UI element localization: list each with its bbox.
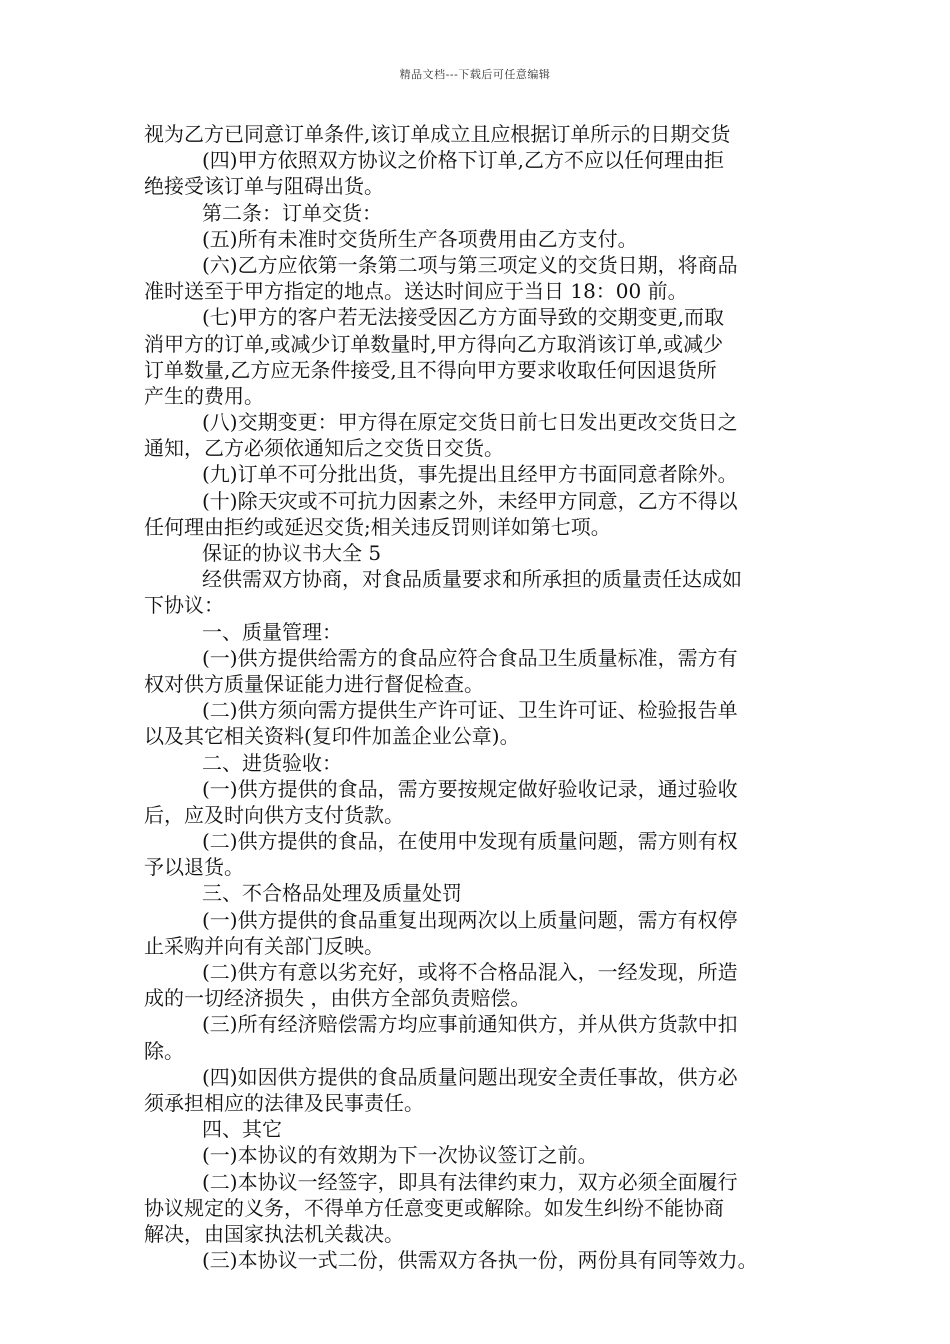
text-line: (一)供方提供的食品重复出现两次以上质量问题，需方有权停 xyxy=(202,907,738,932)
text-line: 下协议： xyxy=(144,593,224,618)
text-line: 以及其它相关资料(复印件加盖企业公章)。 xyxy=(144,724,520,749)
section-heading: 四、其它 xyxy=(202,1117,282,1142)
text-line: (二)供方有意以劣充好，或将不合格品混入，一经发现，所造 xyxy=(202,960,738,984)
text-line: 协议规定的义务，不得单方任意变更或解除。如发生纠纷不能协商 xyxy=(144,1195,724,1220)
text-line: 须承担相应的法律及民事责任。 xyxy=(144,1090,424,1115)
section-heading: 第二条：订单交货： xyxy=(202,200,382,225)
text-line: 绝接受该订单与阻碍出货。 xyxy=(144,174,384,199)
text-line: (十)除天灾或不可抗力因素之外，未经甲方同意，乙方不得以 xyxy=(202,488,738,513)
text-line: 予以退货。 xyxy=(144,855,244,880)
text-line: 后，应及时向供方支付货款。 xyxy=(144,802,404,827)
text-line: 解决，由国家执法机关裁决。 xyxy=(144,1221,404,1246)
text-line: 通知，乙方必须依通知后之交货日交货。 xyxy=(144,436,504,461)
text-line: 准时送至于甲方指定的地点。送达时间应于当日 18：00 前。 xyxy=(144,279,688,304)
text-line: 订单数量,乙方应无条件接受,且不得向甲方要求收取任何因退货所 xyxy=(144,357,717,382)
text-line: 任何理由拒约或延迟交货;相关违反罚则详如第七项。 xyxy=(144,514,611,539)
text-line: 权对供方质量保证能力进行督促检查。 xyxy=(144,671,484,696)
text-line: (九)订单不可分批出货，事先提出且经甲方书面同意者除外。 xyxy=(202,462,738,487)
section-heading: 一、质量管理： xyxy=(202,619,342,644)
document-body xyxy=(144,121,820,1273)
text-line: 消甲方的订单,或减少订单数量时,甲方得向乙方取消该订单,或减少 xyxy=(144,331,724,356)
text-line: (二)本协议一经签字，即具有法律约束力，双方必须全面履行 xyxy=(202,1169,738,1194)
text-line: (四)甲方依照双方协议之价格下订单,乙方不应以任何理由拒 xyxy=(202,148,724,173)
section-heading: 二、进货验收： xyxy=(202,750,342,775)
text-line: (三)所有经济赔偿需方均应事前通知供方，并从供方货款中扣 xyxy=(202,1012,738,1037)
text-line: 成的一切经济损失 ，由供方全部负责赔偿。 xyxy=(144,986,531,1011)
text-line: (七)甲方的客户若无法接受因乙方方面导致的交期变更,而取 xyxy=(202,305,724,330)
text-line: (二)供方提供的食品，在使用中发现有质量问题，需方则有权 xyxy=(202,829,738,854)
text-line: (三)本协议一式二份，供需双方各执一份，两份具有同等效力。 xyxy=(202,1248,758,1273)
text-line: (六)乙方应依第一条第二项与第三项定义的交货日期，将商品 xyxy=(202,252,738,277)
text-line: (五)所有未准时交货所生产各项费用由乙方支付。 xyxy=(202,226,638,251)
text-line: 视为乙方已同意订单条件,该订单成立且应根据订单所示的日期交货 xyxy=(144,122,731,146)
text-line: (八)交期变更：甲方得在原定交货日前七日发出更改交货日之 xyxy=(202,410,738,435)
text-line: (四)如因供方提供的食品质量问题出现安全责任事故，供方必 xyxy=(202,1064,738,1089)
text-line: 除。 xyxy=(144,1038,184,1063)
text-line: (二)供方须向需方提供生产许可证、卫生许可证、检验报告单 xyxy=(202,698,738,723)
text-line: 产生的费用。 xyxy=(144,383,264,408)
section-heading: 三、不合格品处理及质量处罚 xyxy=(202,881,462,906)
text-line: (一)供方提供给需方的食品应符合食品卫生质量标准，需方有 xyxy=(202,645,738,670)
text-line: 经供需双方协商，对食品质量要求和所承担的质量责任达成如 xyxy=(202,567,742,592)
text-line: (一)供方提供的食品，需方要按规定做好验收记录，通过验收 xyxy=(202,776,738,801)
text-line: 止采购并向有关部门反映。 xyxy=(144,933,384,958)
text-line: (一)本协议的有效期为下一次协议签订之前。 xyxy=(202,1143,598,1168)
document-title: 保证的协议书大全 5 xyxy=(202,541,382,565)
page-header: 精品文档---下载后可任意编辑 xyxy=(399,68,551,81)
